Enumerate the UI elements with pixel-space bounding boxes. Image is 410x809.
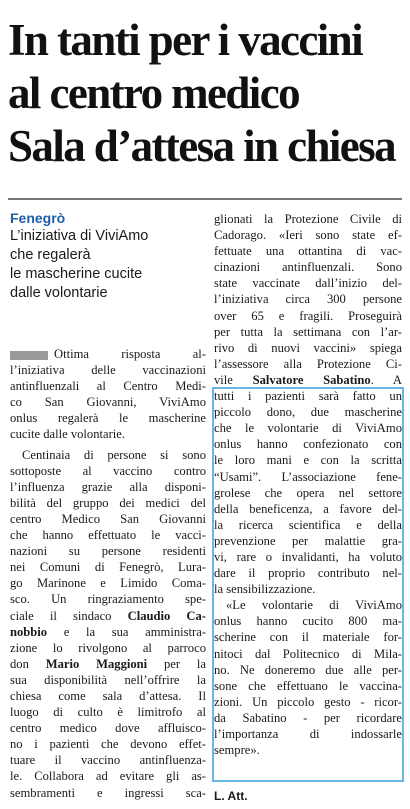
body-line: nei Comuni di Fenegrò, Lura- (10, 560, 206, 575)
body-line: dare il proprio contributo nel- (214, 566, 402, 581)
body-line: sua disponibilità nell’offrire la (10, 672, 206, 687)
body-line: sone che effettuano le vaccina- (214, 678, 402, 693)
body-line: la sensibilizzazione. (214, 582, 316, 597)
headline (8, 14, 404, 173)
body-line: no. Ne doneremo due alle per- (214, 662, 402, 677)
body-line: prevenzione per malattie gra- (214, 533, 402, 548)
body-line: vi, rare o invalidanti, ha voluto (214, 549, 402, 564)
subhead-line: L’iniziativa di ViviAmo (10, 228, 149, 244)
section-rule (8, 198, 402, 200)
subheadline (10, 227, 210, 303)
body-line: le. Collabora ad evitare gli as- (10, 769, 206, 784)
body-line: zioni. Un piccolo gesto - ricor- (214, 694, 402, 709)
body-line: vile Salvatore Sabatino. A (214, 372, 402, 387)
body-line: co San Giovanni, ViviAmo (10, 395, 206, 410)
body-line: centro Medico San Giovanni (10, 511, 206, 526)
body-line: per tutta la settimana con l’ar- (214, 324, 402, 339)
body-line: Ottima risposta al- (10, 346, 206, 362)
body-line: over 65 e fragili. Proseguirà (214, 308, 402, 323)
subhead-line: che regalerà (10, 247, 91, 263)
body-line: glionati la Protezione Civile di (214, 212, 402, 226)
body-line: sempre». (214, 743, 260, 758)
subhead-line: le mascherine cucite (10, 266, 143, 282)
body-line: rivo di nuovi vaccini» spiega (214, 340, 402, 355)
body-line: l’iniziativa delle vaccinazioni (10, 363, 206, 378)
headline-line-2: al centro medico (8, 68, 299, 118)
body-line: centro medico dove affluisco- (10, 721, 206, 736)
kicker-location: Fenegrò (10, 210, 66, 226)
article-column-left (10, 346, 206, 801)
body-line: cucite dalle volontarie. (10, 427, 126, 442)
body-line: Cadorago. «Ieri sono state ef- (214, 228, 402, 243)
headline-line-1: In tanti per i vaccini (8, 15, 362, 65)
headline-line-3: Sala d’attesa in chiesa (8, 121, 395, 171)
body-line: da Sabatino - per ricordare (214, 710, 402, 725)
body-line: «Le volontarie di ViviAmo (226, 598, 402, 613)
body-line: nitoci dal Politecnico di Mila- (214, 646, 402, 661)
body-line: cinazioni antinfluenzali. Sono (214, 260, 402, 275)
body-line: la ricerca scientifica e della (214, 517, 402, 532)
body-line: zione lo rivolgono al parroco (10, 640, 206, 655)
body-line: piccolo dono, due mascherine (214, 405, 402, 420)
body-line: tuare il vaccino antinfluenza- (10, 753, 206, 768)
body-line: grolese che opera nel settore (214, 485, 402, 500)
article-column-right (214, 211, 402, 758)
body-line: sottoposte al vaccino contro (10, 463, 206, 478)
body-line: onlus hanno cucito 800 ma- (214, 614, 402, 629)
body-line: le loro mani e con la scritta (214, 453, 402, 468)
body-line: l’importanza di indossarle (214, 727, 402, 741)
body-line: l’assessore alla Protezione Ci- (214, 356, 402, 371)
body-line: sembramenti e ingressi sca- (10, 785, 206, 800)
body-line: antinfluenzali al Centro Medi- (10, 379, 206, 394)
body-line: l’influenza grazie alla disponi- (10, 479, 206, 494)
body-line: no i pazienti che devono effet- (10, 737, 206, 752)
body-line: ciale il sindaco Claudio Ca- (10, 608, 206, 623)
lead-bar (10, 351, 48, 360)
body-line: della beneficenza, a favore del- (214, 501, 402, 516)
body-line: don Mario Maggioni per la (10, 656, 206, 671)
body-line: nobbio e la sua amministra- (10, 624, 206, 639)
body-line: scherine con il materiale for- (214, 630, 402, 645)
subhead-line: dalle volontarie (10, 285, 108, 301)
body-line: chiesa come sala d’attesa. Il (10, 688, 206, 703)
body-line: go Marinone e Limido Coma- (10, 576, 206, 591)
body-line: onlus regalerà le mascherine (10, 411, 206, 426)
body-line: onlus hanno confezionato con (214, 437, 402, 452)
body-line: luogo di culto è limitrofo al (10, 705, 206, 720)
body-line: tutti i pazienti sarà fatto un (214, 389, 402, 404)
body-line: state vaccinate dall’inizio del- (214, 276, 402, 291)
body-line: nazioni su persone residenti (10, 544, 206, 559)
body-line: fettuate una ottantina di vac- (214, 244, 402, 259)
body-line: Centinaia di persone si sono (22, 447, 206, 462)
author-signature: L. Att. (214, 789, 248, 803)
body-line: l’iniziativa circa 300 persone (214, 292, 402, 307)
body-line: che hanno effettuato le vacci- (10, 528, 206, 543)
body-line: bilità del gruppo dei medici del (10, 495, 206, 510)
body-line: sco. Un ringraziamento spe- (10, 592, 206, 607)
body-line: “Usami”. L’associazione fene- (214, 469, 402, 484)
body-line: che le volontarie di ViviAmo (214, 421, 402, 436)
